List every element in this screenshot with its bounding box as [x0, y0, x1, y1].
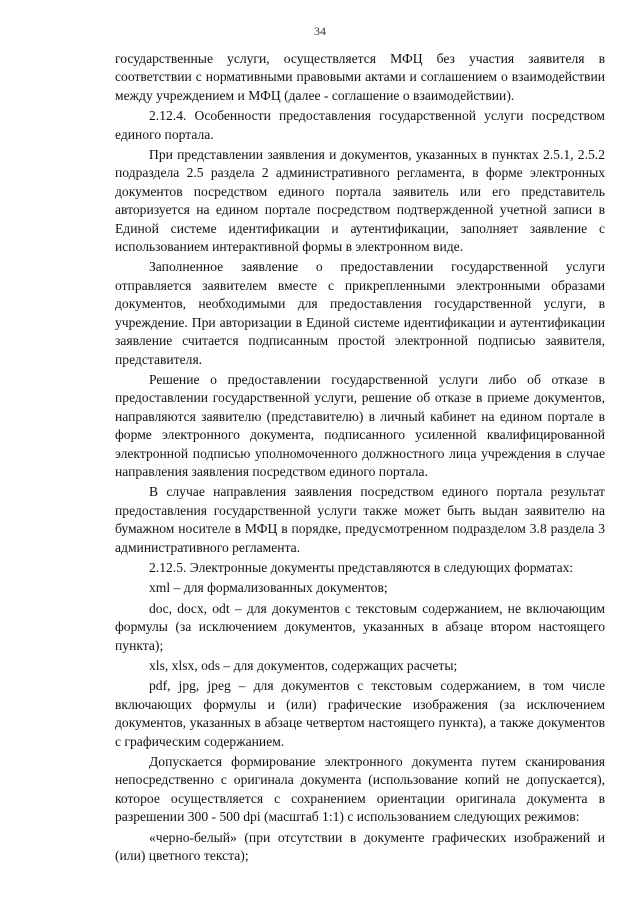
paragraph: государственные услуги, осуществляется МФЦ без участия заявителя в соответствии с нормативными правовыми актами и соглашением о взаимодействии между учреждением и МФЦ (далее - соглашение о взаимодействии).	[115, 51, 605, 103]
paragraph: 2.12.5. Электронные документы представляются в следующих форматах:	[149, 559, 574, 575]
document-body	[115, 50, 605, 865]
paragraph: doc, docx, odt – для документов с текстовым содержанием, не включающим формулы (за исключением документов, указанных в абзаце втором настоящего пункта);	[115, 600, 605, 653]
paragraph: xml – для формализованных документов;	[149, 580, 388, 596]
paragraph: Заполненное заявление о предоставлении государственной услуги отправляется заявителем вместе с прикрепленными электронными образами документов, необходимыми для предоставления государственной услуги, в учреждение. При авторизации в Единой системе идентификации и аутентификации заявление считается подписанным простой электронной подписью заявителя, представителя.	[115, 259, 605, 367]
paragraph: Решение о предоставлении государственной услуги либо об отказе в предоставлении государственной услуги, решение об отказе в приеме документов, направляются заявителю (представителю) в личный кабинет на едином портале в форме электронного документа, подписанного усиленной квалифицированной электронной подписью уполномоченного должностного лица учреждения в случае направления заявления посредством единого портала.	[115, 371, 605, 479]
paragraph: Допускается формирование электронного документа путем сканирования непосредственно с оригинала документа (использование копий не допускается), которое осуществляется с сохранением ориентации оригинала документа в разрешении 300 - 500 dpi (масштаб 1:1) с использованием следующих режимов:	[115, 754, 605, 825]
paragraph: «черно-белый» (при отсутствии в документе графических изображений и (или) цветного текста);	[115, 829, 605, 864]
paragraph: В случае направления заявления посредством единого портала результат предоставления государственной услуги также может быть выдан заявителю на бумажном носителе в МФЦ в порядке, предусмотренном подразделом 3.8 раздела 3 административного регламента.	[115, 484, 605, 555]
paragraph: При представлении заявления и документов, указанных в пунктах 2.5.1, 2.5.2 подраздела 2.5 раздела 2 административного регламента, в форме электронных документов посредством единого портала заявитель или его представитель авторизуется на едином портале посредством подтвержденной учетной записи в Единой системе идентификации и аутентификации, заполняет заявление с использованием интерактивной формы в электронном виде.	[115, 147, 605, 255]
paragraph: 2.12.4. Особенности предоставления государственной услуги посредством единого портала.	[115, 108, 605, 142]
paragraph: xls, xlsx, ods – для документов, содержащих расчеты;	[149, 658, 458, 673]
paragraph: pdf, jpg, jpeg – для документов с текстовым содержанием, в том числе включающих формулы и (или) графические изображения (за исключением документов, указанных в абзаце четвертом настоящего пункта), а также документов с графическим содержанием.	[115, 678, 605, 749]
page-number: 34	[314, 24, 326, 38]
